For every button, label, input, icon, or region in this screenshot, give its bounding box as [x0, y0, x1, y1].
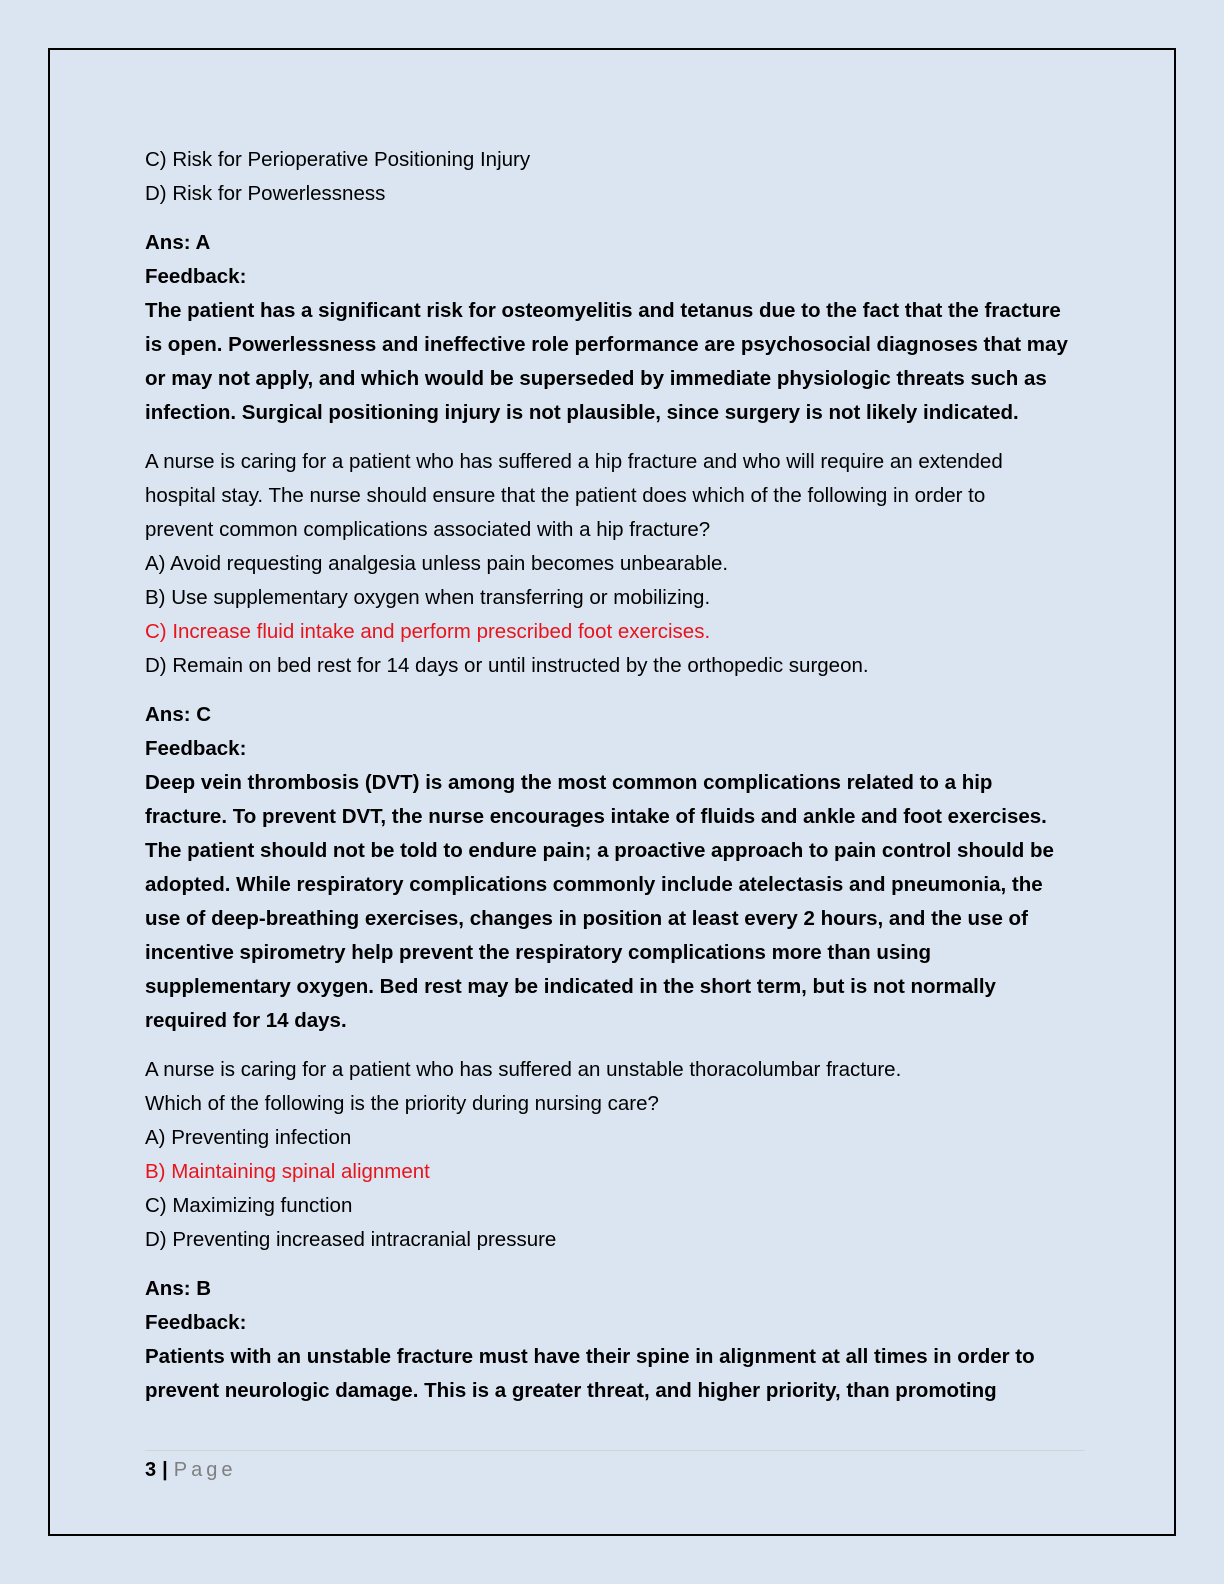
text-block — [145, 1053, 1085, 1257]
text-line: A) Preventing infection — [145, 1126, 352, 1149]
paragraph-gap — [145, 430, 1085, 445]
feedback-line: infection. Surgical positioning injury is not plausible, since surgery is not likely indicated. — [145, 401, 1019, 424]
text-line: prevent common complications associated with a hip fracture? — [145, 518, 711, 541]
paragraph-gap — [145, 1038, 1085, 1053]
text-line: D) Remain on bed rest for 14 days or until instructed by the orthopedic surgeon. — [145, 654, 869, 677]
feedback-line: Ans: A — [145, 231, 211, 254]
feedback-line: Ans: B — [145, 1277, 212, 1300]
feedback-line: The patient should not be told to endure pain; a proactive approach to pain control should be — [145, 839, 1054, 862]
text-block — [145, 445, 1085, 683]
feedback-line: required for 14 days. — [145, 1009, 347, 1032]
text-line: hospital stay. The nurse should ensure that the patient does which of the following in order to — [145, 484, 986, 507]
feedback-line: or may not apply, and which would be superseded by immediate physiologic threats such as — [145, 367, 1047, 390]
text-block — [145, 226, 1085, 430]
paragraph-gap — [145, 1257, 1085, 1272]
page-label: Page — [173, 1459, 237, 1481]
page-number: 3 — [145, 1459, 157, 1481]
paragraph-gap — [145, 683, 1085, 698]
feedback-line: use of deep-breathing exercises, changes in position at least every 2 hours, and the use of — [145, 907, 1028, 930]
feedback-line: adopted. While respiratory complications commonly include atelectasis and pneumonia, the — [145, 873, 1043, 896]
text-block — [145, 698, 1085, 1038]
text-line: C) Maximizing function — [145, 1194, 353, 1217]
document-body — [145, 143, 1085, 1408]
paragraph-gap — [145, 211, 1085, 226]
text-line: B) Use supplementary oxygen when transferring or mobilizing. — [145, 586, 711, 609]
feedback-line: fracture. To prevent DVT, the nurse encourages intake of fluids and ankle and foot exercises. — [145, 805, 1047, 828]
correct-answer-line: B) Maintaining spinal alignment — [145, 1160, 430, 1183]
feedback-line: is open. Powerlessness and ineffective role performance are psychosocial diagnoses that may — [145, 333, 1068, 356]
text-line: D) Risk for Powerlessness — [145, 182, 386, 205]
feedback-line: Feedback: — [145, 265, 247, 288]
feedback-line: Feedback: — [145, 737, 247, 760]
feedback-line: Patients with an unstable fracture must have their spine in alignment at all times in order to — [145, 1345, 1035, 1368]
text-line: A nurse is caring for a patient who has suffered an unstable thoracolumbar fracture. — [145, 1058, 902, 1081]
text-block — [145, 1272, 1085, 1408]
text-block — [145, 143, 1085, 211]
correct-answer-line: C) Increase fluid intake and perform prescribed foot exercises. — [145, 620, 711, 643]
feedback-line: supplementary oxygen. Bed rest may be indicated in the short term, but is not normally — [145, 975, 996, 998]
text-line: C) Risk for Perioperative Positioning Injury — [145, 148, 531, 171]
page-footer — [145, 1456, 236, 1484]
footer-separator: | — [162, 1459, 168, 1481]
text-line: A) Avoid requesting analgesia unless pain becomes unbearable. — [145, 552, 729, 575]
feedback-line: incentive spirometry help prevent the respiratory complications more than using — [145, 941, 932, 964]
feedback-line: Feedback: — [145, 1311, 247, 1334]
feedback-line: Ans: C — [145, 703, 212, 726]
footer-divider — [145, 1450, 1085, 1451]
text-line: A nurse is caring for a patient who has suffered a hip fracture and who will require an extended — [145, 450, 1003, 473]
feedback-line: prevent neurologic damage. This is a greater threat, and higher priority, than promoting — [145, 1379, 997, 1402]
text-line: D) Preventing increased intracranial pressure — [145, 1228, 557, 1251]
feedback-line: Deep vein thrombosis (DVT) is among the most common complications related to a hip — [145, 771, 993, 794]
text-line: Which of the following is the priority during nursing care? — [145, 1092, 659, 1115]
feedback-line: The patient has a significant risk for osteomyelitis and tetanus due to the fact that the fracture — [145, 299, 1061, 322]
